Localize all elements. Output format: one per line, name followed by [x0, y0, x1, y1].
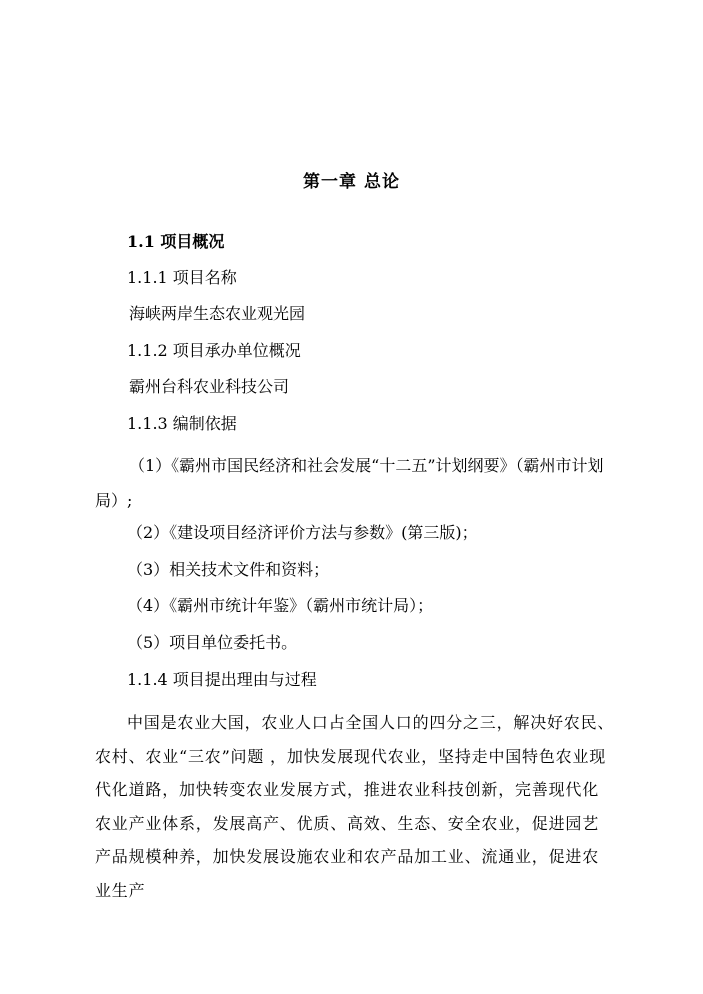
reference-item-2: （2）《建设项目经济评价方法与参数》(第三版)； — [127, 523, 478, 542]
subsection-heading-1-1-2: 1.1.2 项目承办单位概况 — [127, 341, 301, 360]
section-heading-1-1: 1.1 项目概况 — [127, 232, 225, 251]
subsection-heading-1-1-1: 1.1.1 项目名称 — [127, 268, 237, 287]
project-name: 海峡两岸生态农业观光园 — [129, 304, 306, 323]
reference-item-1: （1）《霸州市国民经济和社会发展“十二五”计划纲要》（霸州市计划局）; — [95, 456, 604, 510]
company-name: 霸州台科农业科技公司 — [129, 377, 290, 396]
reason-paragraph: 中国是农业大国，农业人口占全国人口的四分之三，解决好农民、农村、农业“三农”问题 ，加快发展现代农业，坚持走中国特色农业现代化道路，加快转变农业发展方式，推进农业科技创新，完善现代化农业产业体系，发展高产、优质、高效、生态、安全农业，促进园艺产品规模种养，加快发展设施农业和农产品加工业、流通业，促进农业生产 — [95, 713, 615, 900]
reference-item-5: （5）项目单位委托书。 — [127, 633, 298, 652]
subsection-heading-1-1-4: 1.1.4 项目提出理由与过程 — [127, 670, 317, 689]
chapter-title: 第一章 总论 — [303, 172, 400, 192]
subsection-heading-1-1-3: 1.1.3 编制依据 — [127, 414, 237, 433]
reference-item-4: （4）《霸州市统计年鉴》（霸州市统计局）； — [127, 596, 434, 615]
reference-item-3: （3）相关技术文件和资料； — [127, 560, 330, 579]
